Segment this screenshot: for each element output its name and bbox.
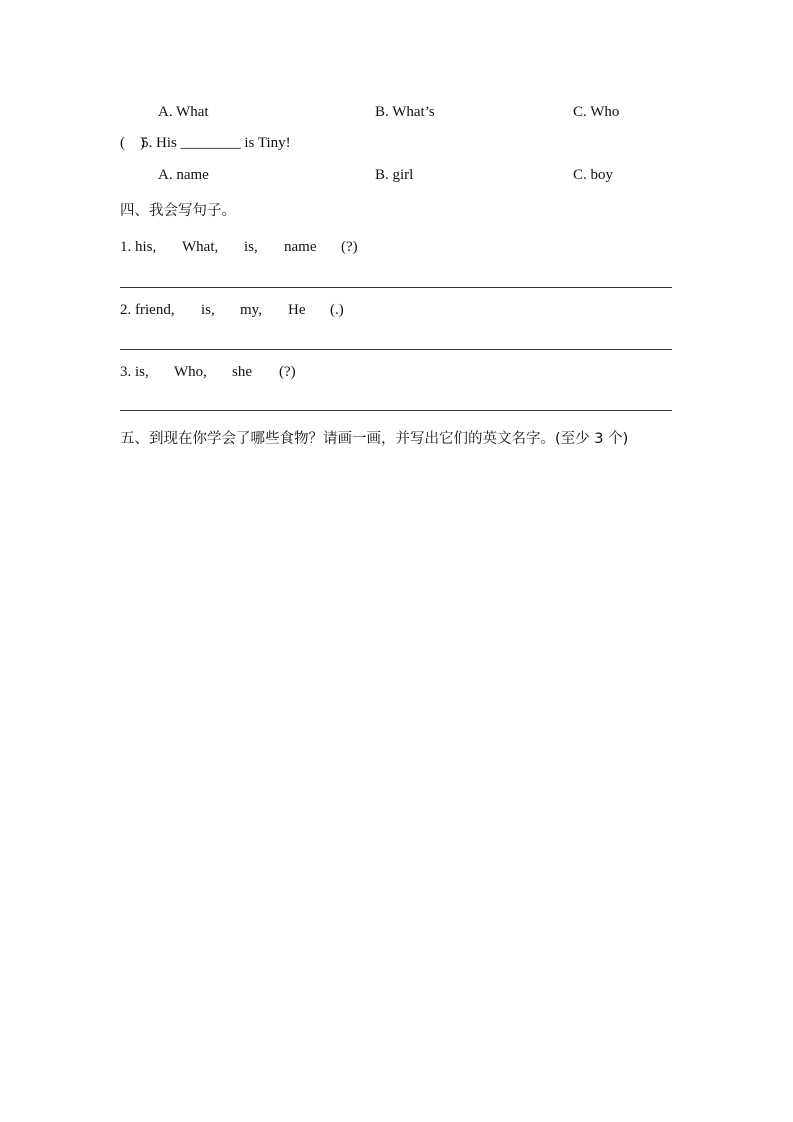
answer-line[interactable]: [120, 410, 672, 411]
q5-option-a: A. name: [158, 167, 209, 183]
scrambled-word: 1. his,: [120, 239, 157, 255]
scrambled-word: she: [232, 364, 252, 380]
scrambled-word: my,: [240, 302, 262, 318]
q4-option-b: B. What’s: [375, 104, 435, 120]
scrambled-word: is,: [244, 239, 258, 255]
section-4-title: 四、我会写句子。: [120, 203, 236, 219]
scrambled-word: is,: [201, 302, 215, 318]
scrambled-word: 2. friend,: [120, 302, 175, 318]
q4-option-a: A. What: [158, 104, 209, 120]
scrambled-word: name: [284, 239, 317, 255]
q4-option-c: C. Who: [573, 104, 620, 120]
scrambled-word: (?): [279, 364, 296, 380]
scrambled-word: What,: [182, 239, 219, 255]
scrambled-word: Who,: [174, 364, 207, 380]
scrambled-word: (.): [330, 302, 344, 318]
q5-option-c: C. boy: [573, 167, 614, 183]
q5-answer-paren[interactable]: ( ): [120, 135, 145, 151]
section-5-title: 五、到现在你学会了哪些食物？请画一画，并写出它们的英文名字。(至少 3 个): [120, 431, 629, 447]
q5-option-b: B. girl: [375, 167, 414, 183]
scrambled-word: 3. is,: [120, 364, 149, 380]
answer-line[interactable]: [120, 287, 672, 288]
scrambled-word: (?): [341, 239, 358, 255]
answer-line[interactable]: [120, 349, 672, 350]
q5-stem: 5. His ________ is Tiny!: [141, 135, 291, 151]
scrambled-word: He: [288, 302, 306, 318]
